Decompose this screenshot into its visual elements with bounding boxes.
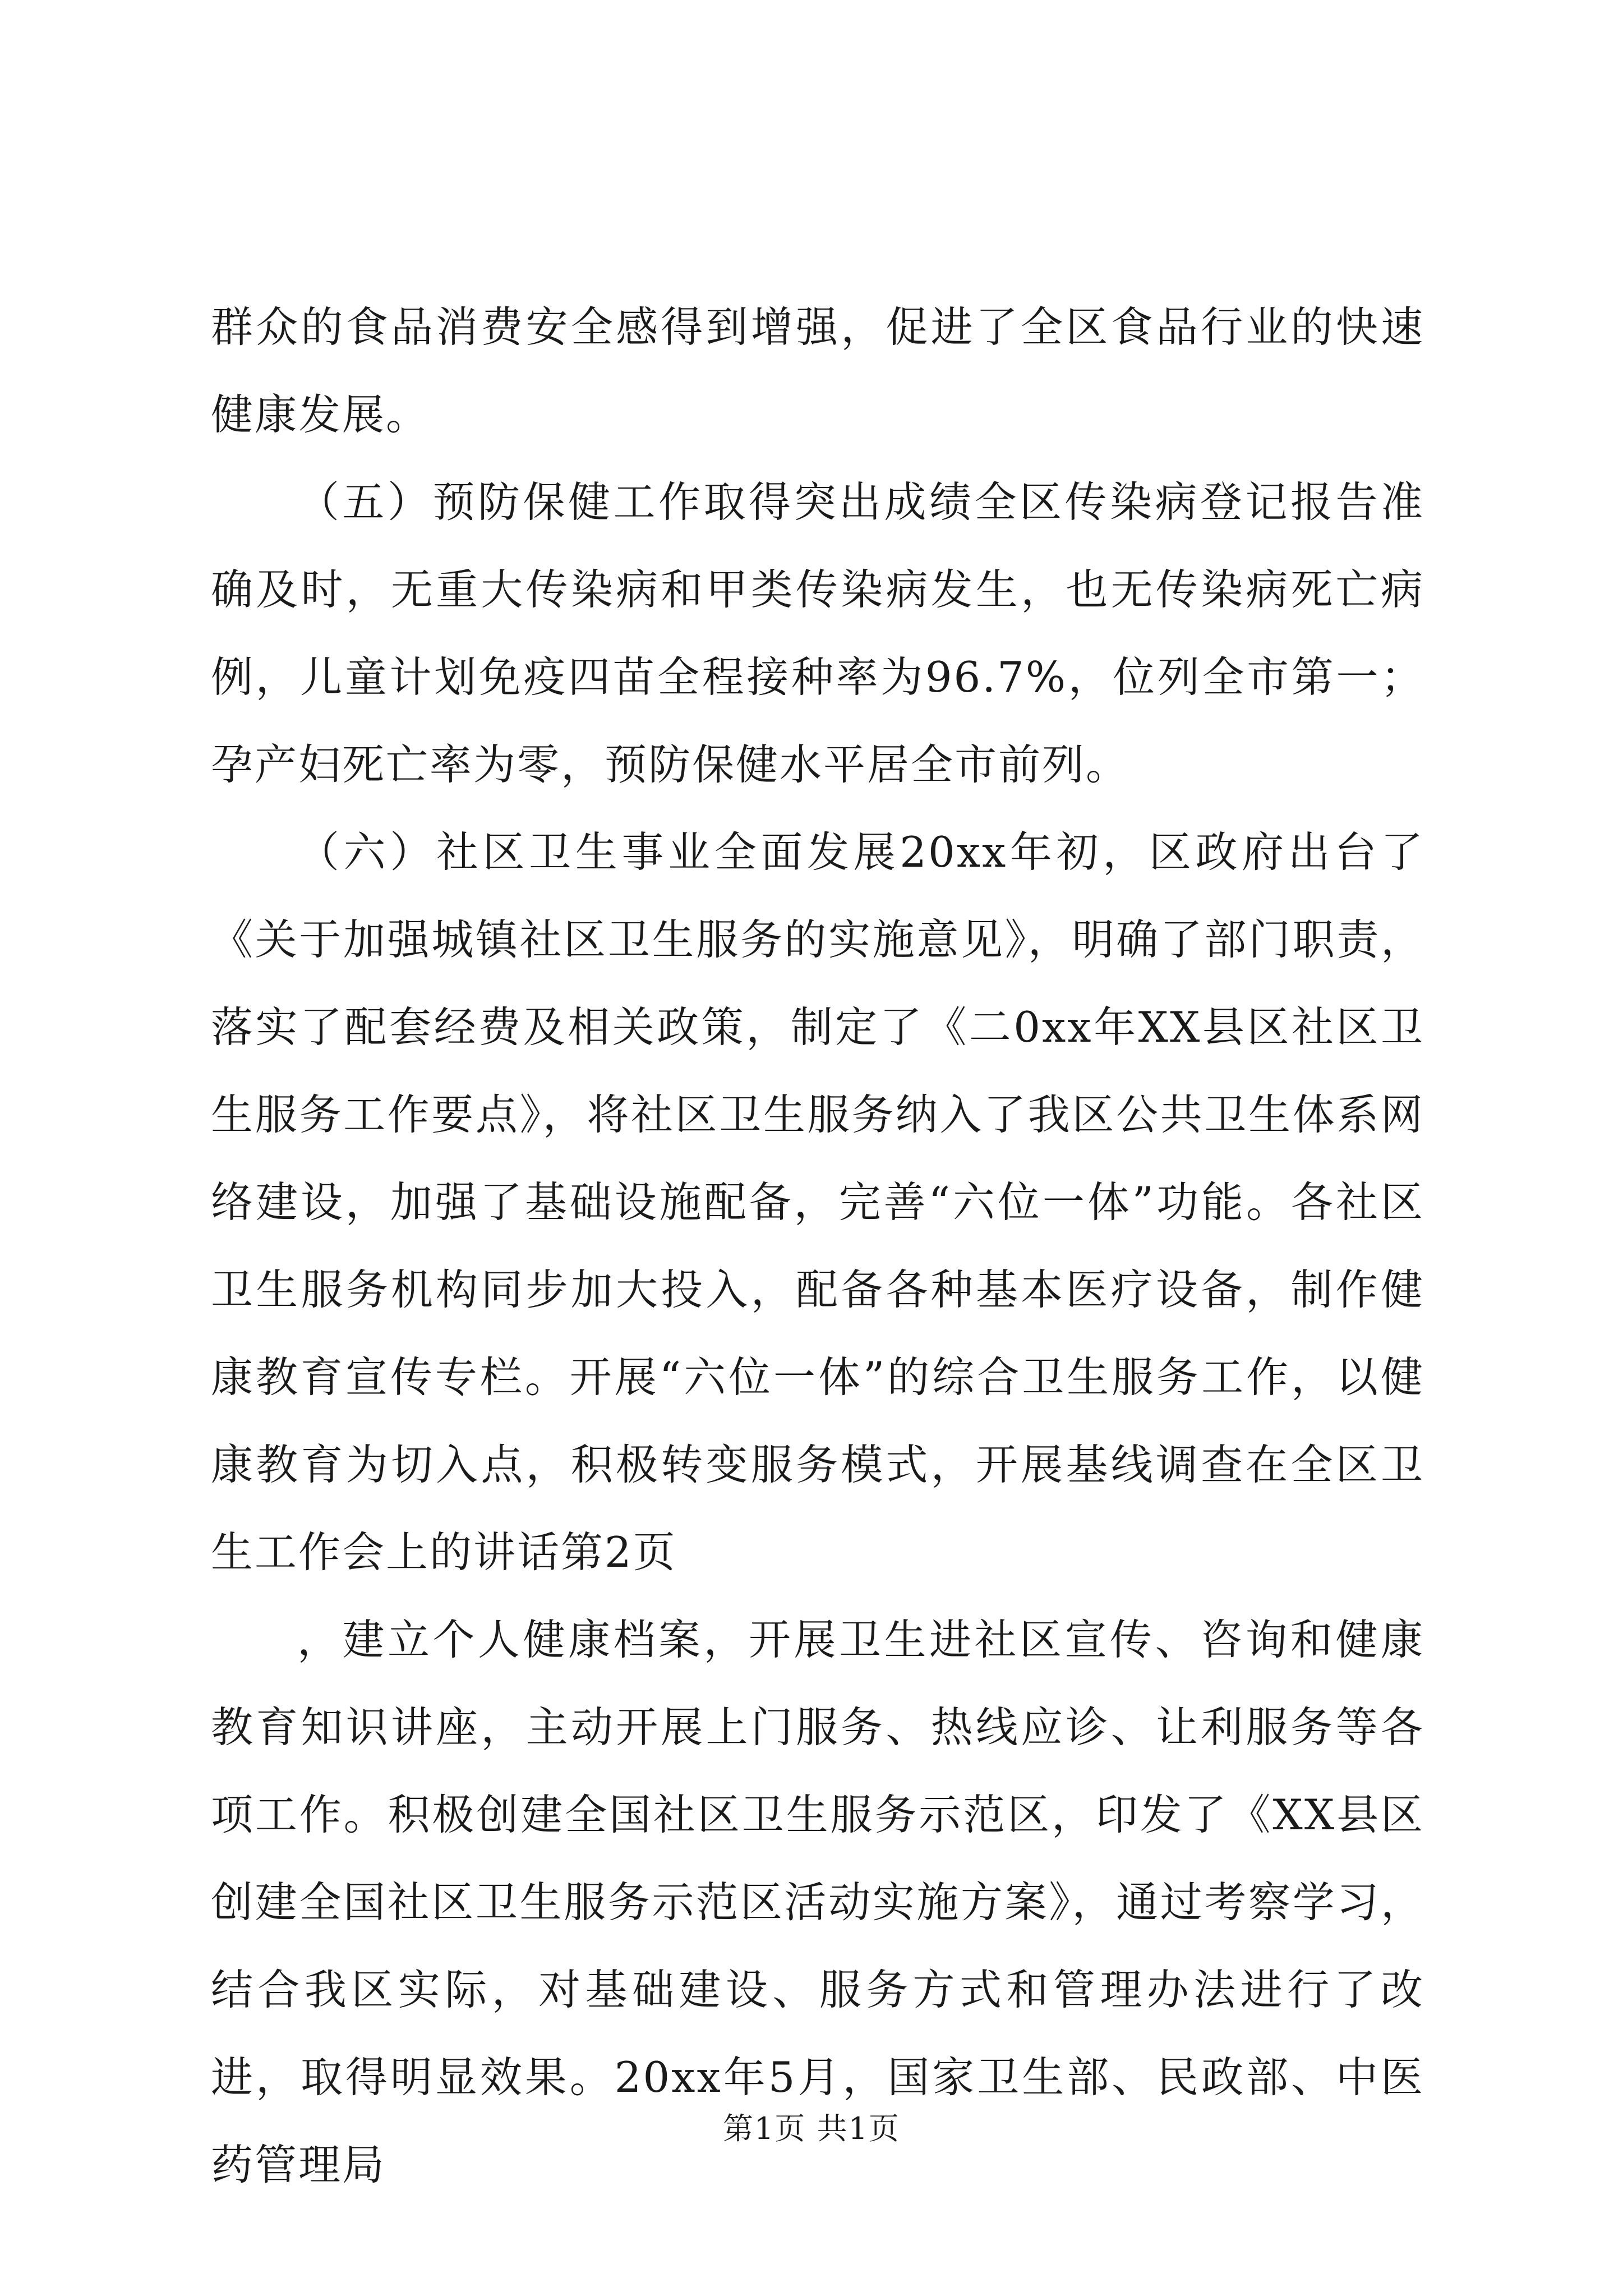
page-footer: 第1页 共1页: [723, 2111, 900, 2146]
paragraph-2: （五）预防保健工作取得突出成绩全区传染病登记报告准确及时，无重大传染病和甲类传染病发生，也无传染病死亡病例，儿童计划免疫四苗全程接种率为96.7%，位列全市第一；孕产妇死亡率为零，预防保健水平居全市前列。: [211, 477, 1424, 789]
paragraph-3: （六）社区卫生事业全面发展20xx年初，区政府出台了《关于加强城镇社区卫生服务的实施意见》，明确了部门职责，落实了配套经费及相关政策，制定了《二0xx年XX县区社区卫生服务工作要点》，将社区卫生服务纳入了我区公共卫生体系网络建设，加强了基础设施配备，完善“六位一体”功能。各社区卫生服务机构同步加大投入，配备各种基本医疗设备，制作健康教育宣传专栏。开展“六位一体”的综合卫生服务工作，以健康教育为切入点，积极转变服务模式，开展基线调查在全区卫生工作会上的讲话第2页: [211, 827, 1424, 1577]
paragraph-1: 群众的食品消费安全感得到增强，促进了全区食品行业的快速健康发展。: [211, 302, 1424, 439]
paragraph-4: ，建立个人健康档案，开展卫生进社区宣传、咨询和健康教育知识讲座，主动开展上门服务、热线应诊、让利服务等各项工作。积极创建全国社区卫生服务示范区，印发了《XX县区创建全国社区卫生服务示范区活动实施方案》，通过考察学习，结合我区实际，对基础建设、服务方式和管理办法进行了改进，取得明显效果。20xx年5月，国家卫生部、民政部、中医药管理局: [211, 1615, 1424, 2189]
document-body: [211, 283, 1424, 2208]
